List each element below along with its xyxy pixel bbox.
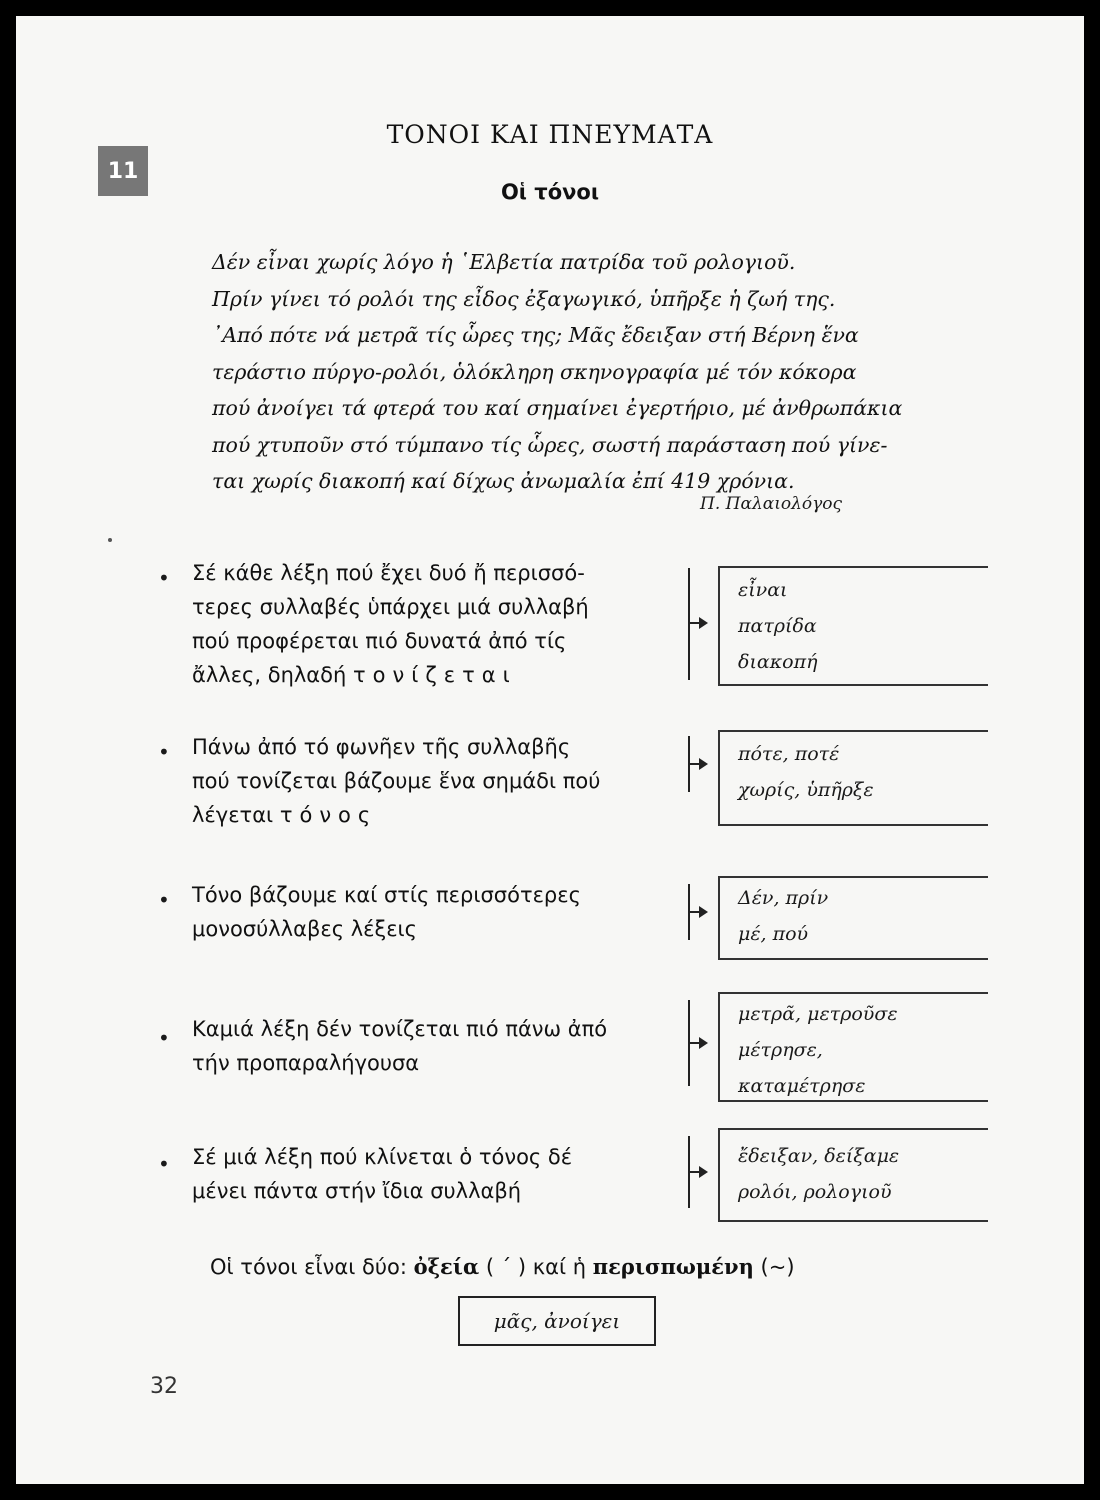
example-word: ἔδειξαν, δείξαμε [738, 1145, 900, 1167]
page-number: 32 [150, 1374, 178, 1399]
poem-line: Πρίν γίνει τό ρολόι της εἶδος ἐξαγωγικό, ὑπῆρξε ἡ ζωή της. [212, 286, 836, 311]
example-word: εἶναι [738, 579, 788, 601]
example-word: χωρίς, ὑπῆρξε [738, 779, 874, 801]
rule-line: Πάνω ἀπό τό φωνῆεν τῆς συλλαβῆς [192, 735, 571, 759]
example-word: μέτρησε, [738, 1039, 823, 1061]
example-box [718, 876, 988, 960]
perispomeni-term: περισπωμένη [592, 1254, 754, 1279]
arrow-icon [688, 911, 706, 913]
emphasized-term: τονίζεται [353, 663, 517, 687]
poem-line: ται χωρίς διακοπή καί δίχως ἀνωμαλία ἐπί 419 χρόνια. [212, 469, 795, 493]
rule-line: τερες συλλαβές ὑπάρχει μιά συλλαβή [192, 595, 589, 619]
arrow-icon [688, 622, 706, 624]
arrow-icon [688, 763, 706, 765]
page-title: ΤΟΝΟΙ ΚΑΙ ΠΝΕΥΜΑΤΑ [386, 120, 714, 149]
rule-line: πού τονίζεται βάζουμε ἕνα σημάδι πού [192, 769, 601, 793]
summary-prefix: Οἱ τόνοι εἶναι δύο: [210, 1255, 407, 1279]
rule-line: μένει πάντα στήν ἴδια συλλαβή [192, 1179, 522, 1203]
emphasized-term: τόνος [279, 803, 378, 827]
poem-line: πού ἀνοίγει τά φτερά του καί σημαίνει ἐγερτήριο, μέ ἀνθρωπάκια [212, 396, 903, 420]
bracket [688, 1000, 718, 1086]
rule-text [192, 1012, 682, 1080]
bracket [688, 1136, 718, 1208]
example-word: Δέν, πρίν [738, 887, 829, 909]
rule-line: ἄλλες, δηλαδή [192, 663, 353, 687]
poem-line: πού χτυποῦν στό τύμπανο τίς ὧρες, σωστή παράσταση πού γίνε- [212, 432, 888, 457]
poem-author: Π. Παλαιολόγος [700, 494, 843, 514]
bullet: • [158, 740, 170, 764]
poem-line: Δέν εἶναι χωρίς λόγο ἡ ῾Ελβετία πατρίδα τοῦ ρολογιοῦ. [212, 250, 796, 274]
poem-passage [212, 244, 972, 500]
oxeia-term: ὀξεία [413, 1254, 480, 1279]
accent-summary [210, 1254, 795, 1279]
example-word: ρολόι, ρολογιοῦ [738, 1181, 892, 1203]
example-word: πατρίδα [738, 615, 817, 637]
rule-line: Καμιά λέξη δέν τονίζεται πιό πάνω ἀπό [192, 1017, 608, 1041]
rule-line: Σέ μιά λέξη πού κλίνεται ὁ τόνος δέ [192, 1145, 573, 1169]
bottom-example-box: μᾶς, ἀνοίγει [458, 1296, 656, 1346]
bullet: • [158, 1026, 170, 1050]
bracket [688, 736, 718, 792]
rule-line: μονοσύλλαβες λέξεις [192, 917, 417, 941]
rule-text [192, 730, 682, 832]
example-box [718, 566, 988, 686]
rule-text [192, 1140, 682, 1208]
example-box [718, 730, 988, 826]
bullet: • [158, 888, 170, 912]
bracket [688, 884, 718, 940]
rule-line: τήν προπαραλήγουσα [192, 1051, 420, 1075]
poem-line: τεράστιο πύργο-ρολόι, ὁλόκληρη σκηνογραφία μέ τόν κόκορα [212, 359, 857, 384]
example-word: καταμέτρησε [738, 1075, 866, 1097]
arrow-icon [688, 1171, 706, 1173]
bracket [688, 568, 718, 680]
summary-and: καί ἡ [532, 1255, 587, 1279]
bullet: • [158, 566, 170, 590]
rule-line: Τόνο βάζουμε καί στίς περισσότερες [192, 883, 581, 907]
rule-line: πού προφέρεται πιό δυνατά ἀπό τίς [192, 629, 567, 653]
stray-mark [108, 538, 112, 542]
example-box [718, 1128, 988, 1222]
rule-line: λέγεται [192, 803, 280, 827]
arrow-icon [688, 1042, 706, 1044]
example-word: μέ, πού [738, 923, 809, 945]
example-word: πότε, ποτέ [738, 743, 840, 765]
section-subtitle: Οἱ τόνοι [500, 180, 600, 204]
chapter-badge: 11 [98, 146, 148, 196]
bullet: • [158, 1152, 170, 1176]
example-box [718, 992, 988, 1102]
rule-line: Σέ κάθε λέξη πού ἔχει δυό ἤ περισσό- [192, 561, 585, 585]
example-word: μετρᾶ, μετροῦσε [738, 1003, 898, 1025]
poem-line: ᾿Από πότε νά μετρᾶ τίς ὧρες της; Μᾶς ἔδειξαν στή Βέρνη ἕνα [212, 323, 859, 347]
rule-text [192, 878, 682, 946]
oxeia-mark: ( ΄ ) [485, 1255, 527, 1279]
example-word: διακοπή [738, 651, 818, 673]
perispomeni-mark: (~) [760, 1255, 795, 1279]
rule-text [192, 556, 682, 692]
